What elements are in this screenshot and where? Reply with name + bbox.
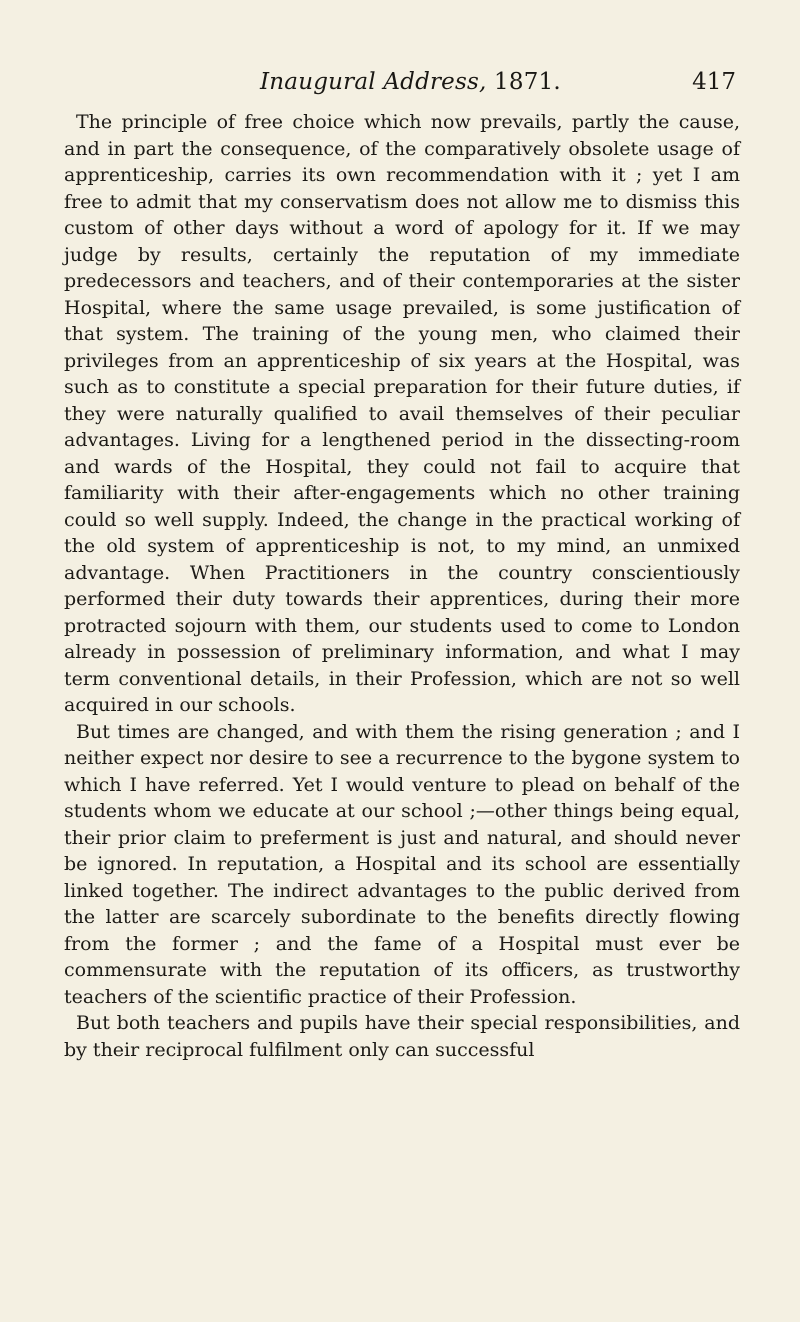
running-head — [64, 66, 740, 98]
paragraph-1: The principle of free choice which now prevails, partly the cause, and in part the consequence, of the comparatively obsolete usage of apprenticeship, carries its own recommendation with it ; yet I am free to admit that my conservatism does not allow me to dismiss this custom of other days without a word of apology for it. If we may judge by results, certainly the reputation of my immediate predecessors and teachers, and of their contemporaries at the sister Hospital, where the same usage prevailed, is some justification of that system. The training of the young men, who claimed their privileges from an apprenticeship of six years at the Hospital, was such as to constitute a special preparation for their future duties, if they were naturally qualified to avail themselves of their peculiar advantages. Living for a lengthened period in the dissecting-room and wards of the Hospital, they could not fail to acquire that familiarity with their after-engagements which no other training could so well supply. Indeed, the change in the practical working of the old system of apprenticeship is not, to my mind, an unmixed advantage. When Practitioners in the country conscientiously performed their duty towards their apprentices, during their more protracted sojourn with them, our students used to come to London already in possession of preliminary information, and what I may term conventional details, in their Profession, which are not so well acquired in our schools. — [64, 111, 740, 716]
running-title — [260, 66, 561, 98]
body-text — [64, 109, 740, 1063]
running-title-text: Inaugural Address, — [260, 69, 487, 95]
page-number: 417 — [692, 69, 736, 95]
paragraph-2: But times are changed, and with them the rising generation ; and I neither expect nor desire to see a recurrence to the bygone system to which I have referred. Yet I would venture to plead on behalf of the students whom we educate at our school ;—other things being equal, their prior claim to preferment is just and natural, and should never be ignored. In reputation, a Hospital and its school are essentially linked together. The indirect advantages to the public derived from the latter are scarcely subordinate to the benefits directly flowing from the former ; and the fame of a Hospital must ever be commensurate with the reputation of its officers, as trustworthy teachers of the scientific practice of their Profession. — [64, 720, 740, 1008]
paragraph-3: But both teachers and pupils have their special responsibilities, and by their reciprocal fulfilment only can successful — [64, 1012, 740, 1061]
running-title-year: 1871. — [494, 69, 561, 95]
